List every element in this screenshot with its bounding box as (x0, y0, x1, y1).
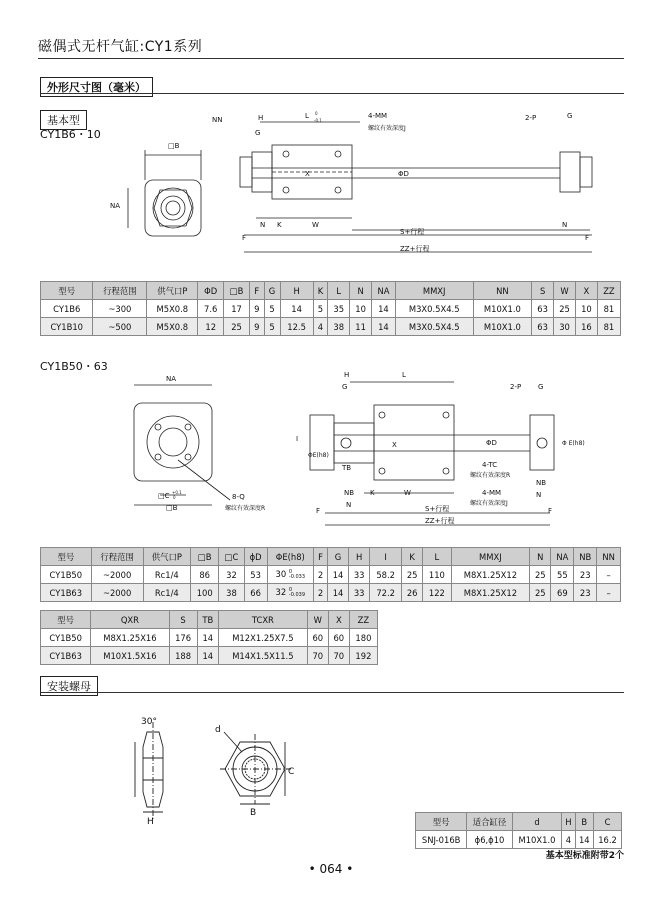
th-h: H (280, 282, 313, 300)
table-cy1b6-10 (40, 281, 621, 336)
d3-label-d: d (215, 725, 221, 735)
table-row (41, 566, 621, 584)
tolerance-stack (289, 588, 305, 598)
table-header-row (416, 813, 622, 831)
section-nut: 安装螺母 (40, 676, 98, 696)
d1-label-l: L (305, 112, 309, 120)
cell: 110 (423, 566, 451, 584)
cell: 180 (349, 629, 377, 647)
d2-label-i: I (296, 435, 299, 443)
d2-label-r: 螺纹有效深度R (225, 505, 266, 512)
cell: 10 (350, 300, 372, 318)
th-f: F (250, 282, 264, 300)
th-c: □C (219, 548, 244, 566)
cell: – (597, 566, 621, 584)
cell: ~2000 (91, 566, 143, 584)
d2-label-x: X (392, 441, 397, 449)
th-w: W (307, 611, 328, 629)
d1-label-k: K (277, 221, 282, 229)
d3-label-h: H (147, 817, 154, 827)
th-l: L (328, 282, 350, 300)
cell: 12.5 (280, 318, 313, 336)
th-i: I (370, 548, 402, 566)
d2-label-mm: 4-MM (482, 489, 502, 497)
d2-label-h: H (344, 371, 350, 379)
d1-label-zz: ZZ+行程 (400, 245, 430, 253)
d1-label-h: H (258, 114, 264, 122)
d2-label-e2: Φ E(h8) (562, 440, 585, 447)
d2-label-g: G (342, 383, 348, 391)
d1-label-j: 螺纹有效深度J (368, 125, 406, 132)
d2-label-c-upper: +0.1 (172, 490, 182, 495)
d2-label-g2: G (538, 383, 544, 391)
cell: Rc1/4 (143, 566, 190, 584)
cell: M8X1.25X12 (451, 584, 530, 602)
th-d: d (512, 813, 561, 831)
cell: CY1B50 (41, 566, 92, 584)
drawing-cy1b50-63 (120, 365, 590, 530)
d2-label-r2: 螺纹有效深度R (470, 472, 511, 479)
cell: 25 (530, 584, 551, 602)
cell: 23 (574, 584, 597, 602)
cell: 25 (224, 318, 250, 336)
cell-tolerance (267, 566, 313, 584)
th-s: S (532, 282, 554, 300)
section-basic: 基本型 (40, 110, 87, 130)
d3-label-b: B (250, 808, 257, 818)
cell: 81 (597, 300, 620, 318)
th-w: W (554, 282, 576, 300)
tolerance-upper: 0 (288, 568, 293, 575)
th-model: 型号 (416, 813, 467, 831)
d2-label-zz: ZZ+行程 (425, 517, 455, 525)
th-qxr: QXR (91, 611, 169, 629)
th-model: 型号 (41, 282, 93, 300)
cell: 69 (551, 584, 574, 602)
table-row (41, 629, 378, 647)
table-header-row (41, 548, 621, 566)
th-x: X (328, 611, 349, 629)
th-h: H (349, 548, 370, 566)
cell: M10X1.0 (512, 831, 561, 849)
d3-label-c: C (288, 767, 295, 777)
cell: 25 (554, 300, 576, 318)
cell: 14 (327, 566, 348, 584)
tolerance-lower: -0.039 (288, 591, 306, 598)
d1-label-g: G (255, 129, 261, 137)
d2-label-s: S+行程 (425, 505, 450, 513)
th-c: C (594, 813, 622, 831)
cell: 14 (575, 831, 593, 849)
cell: 9 (250, 300, 264, 318)
cell: M8X1.25X16 (91, 629, 169, 647)
cell: – (597, 584, 621, 602)
th-port: 供气口P (143, 548, 190, 566)
cell-tolerance (267, 584, 313, 602)
cell: CY1B63 (41, 647, 91, 665)
th-h: H (562, 813, 575, 831)
table-row (41, 584, 621, 602)
cell: 32 (219, 566, 244, 584)
cell: 38 (219, 584, 244, 602)
cell: 63 (532, 318, 554, 336)
th-k: K (402, 548, 423, 566)
th-b: B (575, 813, 593, 831)
cell: CY1B10 (41, 318, 93, 336)
th-l: L (423, 548, 451, 566)
d1-label-g2: G (567, 112, 573, 120)
table-nut (415, 812, 622, 849)
th-model: 型号 (41, 611, 91, 629)
th-mmxj: MMXJ (451, 548, 530, 566)
d2-label-tc: 4-TC (482, 461, 498, 469)
d2-label-f: F (316, 507, 321, 515)
cell: 70 (328, 647, 349, 665)
cell: 188 (169, 647, 197, 665)
cell: 35 (328, 300, 350, 318)
th-n: N (530, 548, 551, 566)
th-nn: NN (597, 548, 621, 566)
table-row (41, 647, 378, 665)
d3-label-angle: 30° (141, 717, 157, 727)
tolerance-stack (289, 570, 305, 580)
th-stroke: 行程范围 (93, 282, 147, 300)
d2-label-n: N (346, 501, 352, 509)
th-port: 供气口P (147, 282, 198, 300)
cell: 192 (349, 647, 377, 665)
cell: 14 (372, 318, 396, 336)
d1-label-s: S+行程 (400, 228, 425, 236)
th-s: S (169, 611, 197, 629)
cell: 14 (280, 300, 313, 318)
d2-label-e: ΦE(h8) (308, 452, 329, 459)
cell: M14X1.5X11.5 (218, 647, 307, 665)
th-model: 型号 (41, 548, 92, 566)
tolerance-lower: -0.033 (288, 573, 306, 580)
cell: 63 (532, 300, 554, 318)
cell: ~500 (93, 318, 147, 336)
table-row (41, 300, 621, 318)
cell: 7.6 (198, 300, 224, 318)
cell: 30 (554, 318, 576, 336)
d1-label-x: X (305, 170, 310, 178)
th-b: □B (191, 548, 219, 566)
cell: 25 (530, 566, 551, 584)
cell: 17 (224, 300, 250, 318)
cell: 81 (597, 318, 620, 336)
th-tcxr: TCXR (218, 611, 307, 629)
d2-label-p: 2-P (510, 383, 522, 391)
d1-label-f2: F (585, 234, 590, 242)
cell: M5X0.8 (147, 318, 198, 336)
cell: 86 (191, 566, 219, 584)
cell: M10X1.0 (473, 318, 532, 336)
page-number: • 064 • (308, 862, 354, 876)
cell: 2 (314, 566, 328, 584)
note-text: 基本型标准附带2个 (545, 851, 624, 861)
th-d: ϕD (244, 548, 267, 566)
cell: 4 (313, 318, 328, 336)
d1-label-f: F (242, 234, 247, 242)
d2-label-n2: N (536, 491, 542, 499)
d1-label-nn: NN (212, 116, 223, 124)
d2-label-f2: F (548, 507, 553, 515)
table-cy1b50-63-extra (40, 610, 378, 665)
th-f: F (314, 548, 328, 566)
d2-label-c: □C (158, 492, 170, 500)
model-group-2: CY1B50・63 (40, 360, 108, 373)
d2-label-k: K (370, 489, 375, 497)
th-n: N (350, 282, 372, 300)
th-g: G (327, 548, 348, 566)
cell: M8X1.25X12 (451, 566, 530, 584)
d2-label-b: □B (166, 504, 178, 512)
th-zz: ZZ (349, 611, 377, 629)
cell: 60 (328, 629, 349, 647)
d2-label-w: W (404, 489, 411, 497)
table-row (416, 831, 622, 849)
drawing-nut (125, 712, 325, 827)
d2-label-tb: TB (342, 464, 352, 472)
section-divider (40, 692, 624, 693)
cell: 5 (313, 300, 328, 318)
cell: 14 (372, 300, 396, 318)
tolerance-base: 32 (275, 587, 287, 598)
th-tb: TB (197, 611, 218, 629)
d1-label-n2: N (562, 221, 568, 229)
th-x: X (575, 282, 597, 300)
cell: 70 (307, 647, 328, 665)
th-mmxj: MMXJ (395, 282, 473, 300)
tolerance-base: 30 (275, 569, 287, 580)
th-bore: 适合缸径 (467, 813, 512, 831)
d1-label-na: NA (110, 202, 121, 210)
table-header-row (41, 282, 621, 300)
cell: 11 (350, 318, 372, 336)
cell: 4 (562, 831, 575, 849)
drawing-cy1b6-10 (100, 110, 620, 260)
cell: M10X1.0 (473, 300, 532, 318)
d2-label-j: 螺纹有效深度J (470, 500, 508, 507)
cell: ~2000 (91, 584, 143, 602)
section-divider (40, 93, 624, 94)
cell: 26 (402, 584, 423, 602)
cell: 33 (349, 566, 370, 584)
cell: 176 (169, 629, 197, 647)
tolerance-upper: 0 (288, 586, 293, 593)
d2-label-nb: NB (344, 489, 355, 497)
th-nn: NN (473, 282, 532, 300)
section-dimensions: 外形尺寸图（毫米） (40, 77, 153, 97)
cell: CY1B63 (41, 584, 92, 602)
cell: 5 (264, 300, 280, 318)
th-na: NA (551, 548, 574, 566)
cell: 2 (314, 584, 328, 602)
cell: M3X0.5X4.5 (395, 300, 473, 318)
cell: SNJ-016B (416, 831, 467, 849)
cell: 33 (349, 584, 370, 602)
th-stroke: 行程范围 (91, 548, 143, 566)
cell: 14 (197, 629, 218, 647)
cell: Rc1/4 (143, 584, 190, 602)
cell: 58.2 (370, 566, 402, 584)
title-divider (38, 58, 624, 59)
d2-label-d: ΦD (486, 439, 497, 447)
cell: 25 (402, 566, 423, 584)
d1-label-b: □B (168, 142, 180, 150)
th-g: G (264, 282, 280, 300)
d2-label-na: NA (166, 375, 177, 383)
cell: 12 (198, 318, 224, 336)
cell: M3X0.5X4.5 (395, 318, 473, 336)
cell: 9 (250, 318, 264, 336)
cell: 16.2 (594, 831, 622, 849)
d1-label-mm: 4-MM (368, 112, 388, 120)
cell: 38 (328, 318, 350, 336)
d2-label-l: L (402, 371, 406, 379)
table-cy1b50-63 (40, 547, 621, 602)
cell: CY1B50 (41, 629, 91, 647)
th-na: NA (372, 282, 396, 300)
cell: 53 (244, 566, 267, 584)
cell: 23 (574, 566, 597, 584)
th-e: ΦE(h8) (267, 548, 313, 566)
d1-label-l-lower: -0.1 (314, 118, 322, 123)
th-k: K (313, 282, 328, 300)
cell: 5 (264, 318, 280, 336)
d1-label-l-upper: 0 (315, 111, 318, 116)
cell: 66 (244, 584, 267, 602)
cell: ϕ6,ϕ10 (467, 831, 512, 849)
cell: 55 (551, 566, 574, 584)
d2-label-c-lower: 0 (173, 495, 176, 500)
th-nb: NB (574, 548, 597, 566)
cell: 14 (197, 647, 218, 665)
d1-label-d: ΦD (398, 170, 409, 178)
table-row (41, 318, 621, 336)
cell: CY1B6 (41, 300, 93, 318)
cell: 14 (327, 584, 348, 602)
cell: 122 (423, 584, 451, 602)
th-d: ΦD (198, 282, 224, 300)
table-header-row (41, 611, 378, 629)
cell: 60 (307, 629, 328, 647)
cell: M12X1.25X7.5 (218, 629, 307, 647)
th-b: □B (224, 282, 250, 300)
d1-label-n: N (260, 221, 266, 229)
cell: 10 (575, 300, 597, 318)
cell: M5X0.8 (147, 300, 198, 318)
cell: 100 (191, 584, 219, 602)
d1-label-p: 2-P (525, 114, 537, 122)
model-group-1: CY1B6・10 (40, 128, 101, 141)
cell: 16 (575, 318, 597, 336)
cell: 72.2 (370, 584, 402, 602)
page-title: 磁偶式无杆气缸:CY1系列 (38, 39, 203, 55)
d2-label-q: 8-Q (232, 493, 245, 501)
d2-label-nb2: NB (536, 479, 547, 487)
th-zz: ZZ (597, 282, 620, 300)
cell: ~300 (93, 300, 147, 318)
cell: M10X1.5X16 (91, 647, 169, 665)
d1-label-w: W (312, 221, 319, 229)
